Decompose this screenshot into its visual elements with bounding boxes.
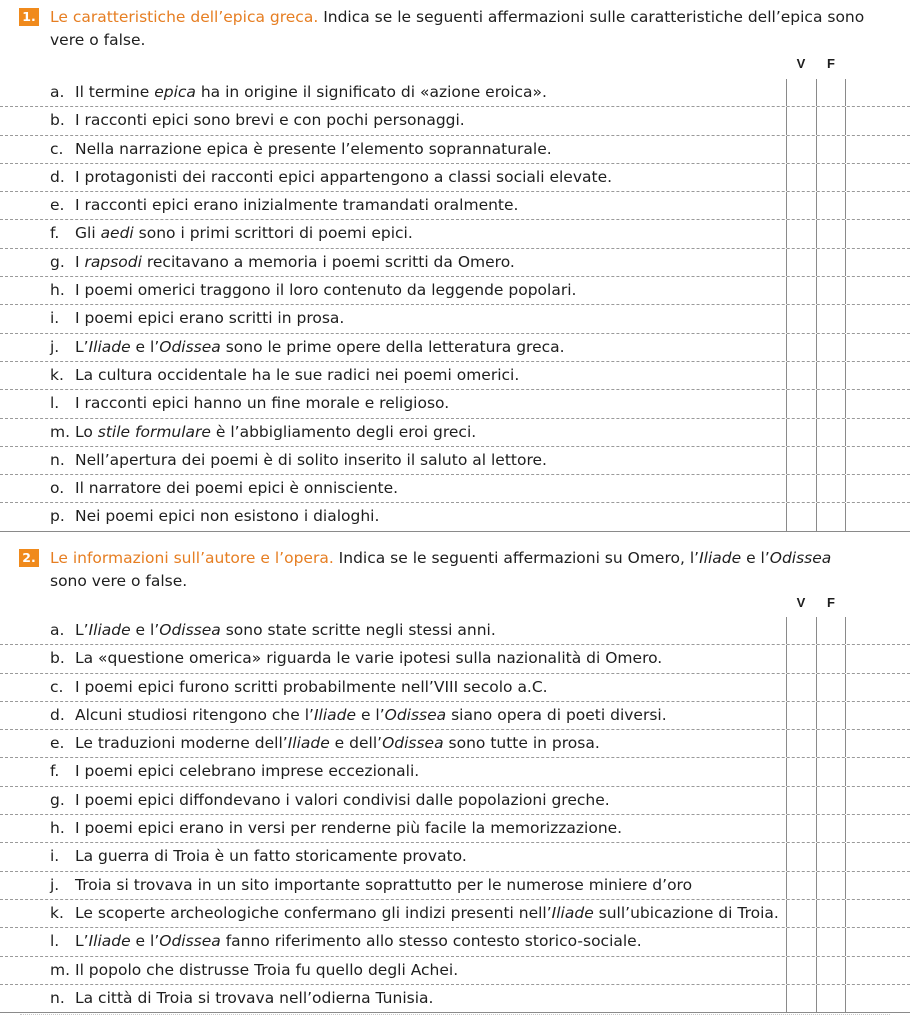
exercise-2-vf-header bbox=[0, 589, 910, 617]
statement-row bbox=[0, 164, 910, 192]
false-checkbox[interactable] bbox=[816, 815, 846, 842]
true-checkbox[interactable] bbox=[786, 475, 816, 502]
statement-row bbox=[0, 107, 910, 135]
false-checkbox[interactable] bbox=[816, 192, 846, 219]
false-checkbox[interactable] bbox=[816, 277, 846, 304]
exercise-2 bbox=[0, 541, 910, 1007]
statement-letter: m. bbox=[50, 422, 71, 441]
statement-letter: i. bbox=[50, 847, 60, 866]
statement-letter: g. bbox=[50, 790, 65, 809]
true-checkbox[interactable] bbox=[786, 503, 816, 530]
statement-text: Troia si trovava in un sito importante soprattutto per le numerose miniere d’oro bbox=[75, 875, 693, 894]
statement-text: Le traduzioni moderne dell’Iliade e dell’Odissea sono tutte in prosa. bbox=[75, 734, 600, 753]
true-checkbox[interactable] bbox=[786, 617, 816, 644]
statement-row bbox=[0, 758, 910, 786]
statement-row bbox=[0, 249, 910, 277]
true-checkbox[interactable] bbox=[786, 220, 816, 247]
true-checkbox[interactable] bbox=[786, 985, 816, 1012]
statement-row bbox=[0, 305, 910, 333]
exercise-1-number: 1. bbox=[19, 8, 39, 26]
statement-letter: e. bbox=[50, 196, 65, 215]
statement-row bbox=[0, 419, 910, 447]
statement-letter: j. bbox=[50, 337, 60, 356]
statement-letter: f. bbox=[50, 224, 60, 243]
exercise-2-title: Le informazioni sull’autore e l’opera. bbox=[50, 549, 334, 567]
statement-letter: b. bbox=[50, 111, 65, 130]
statement-letter: b. bbox=[50, 649, 65, 668]
statement-letter: i. bbox=[50, 309, 60, 328]
statement-row bbox=[0, 617, 910, 645]
statement-text: La cultura occidentale ha le sue radici nei poemi omerici. bbox=[75, 365, 520, 384]
exercise-1-instruction: Indica se le seguenti affermazioni sulle caratteristiche dell’epica sono vere o false. bbox=[50, 8, 865, 49]
true-checkbox[interactable] bbox=[786, 334, 816, 361]
true-checkbox[interactable] bbox=[786, 702, 816, 729]
statement-text: Nella narrazione epica è presente l’elemento soprannaturale. bbox=[75, 139, 552, 158]
exercise-2-number: 2. bbox=[19, 549, 39, 567]
true-checkbox[interactable] bbox=[786, 730, 816, 757]
statement-letter: h. bbox=[50, 281, 65, 300]
false-checkbox[interactable] bbox=[816, 985, 846, 1012]
statement-letter: l. bbox=[50, 394, 60, 413]
statement-row bbox=[0, 674, 910, 702]
exercise-1-title: Le caratteristiche dell’epica greca. bbox=[50, 8, 319, 26]
statement-text: Il termine epica ha in origine il significato di «azione eroica». bbox=[75, 83, 547, 101]
statement-text: I poemi epici erano in versi per renderne più facile la memorizzazione. bbox=[75, 819, 623, 838]
statement-letter: p. bbox=[50, 507, 65, 526]
statement-text: La «questione omerica» riguarda le varie ipotesi sulla nazionalità di Omero. bbox=[75, 649, 663, 668]
false-checkbox[interactable] bbox=[816, 645, 846, 672]
false-checkbox[interactable] bbox=[816, 475, 846, 502]
exercise-2-rows bbox=[0, 617, 910, 1013]
statement-letter: o. bbox=[50, 479, 65, 498]
false-checkbox[interactable] bbox=[816, 79, 846, 106]
true-checkbox[interactable] bbox=[786, 164, 816, 191]
statement-text: I racconti epici sono brevi e con pochi personaggi. bbox=[75, 111, 465, 130]
statement-row bbox=[0, 362, 910, 390]
false-checkbox[interactable] bbox=[816, 362, 846, 389]
false-checkbox[interactable] bbox=[816, 787, 846, 814]
statement-letter: d. bbox=[50, 705, 65, 724]
statement-text: Le scoperte archeologiche confermano gli indizi presenti nell’Iliade sull’ubicazione di Troia. bbox=[75, 903, 779, 922]
statement-letter: k. bbox=[50, 903, 64, 922]
statement-letter: c. bbox=[50, 139, 64, 158]
false-checkbox[interactable] bbox=[816, 730, 846, 757]
false-checkbox[interactable] bbox=[816, 928, 846, 955]
statement-row bbox=[0, 985, 910, 1013]
false-checkbox[interactable] bbox=[816, 503, 846, 530]
true-checkbox[interactable] bbox=[786, 192, 816, 219]
false-checkbox[interactable] bbox=[816, 702, 846, 729]
statement-letter: n. bbox=[50, 988, 65, 1007]
statement-text: I poemi epici erano scritti in prosa. bbox=[75, 309, 345, 328]
true-column-label: V bbox=[796, 56, 806, 71]
statement-text: L’Iliade e l’Odissea fanno riferimento allo stesso contesto storico-sociale. bbox=[75, 932, 642, 951]
true-checkbox[interactable] bbox=[786, 843, 816, 870]
false-checkbox[interactable] bbox=[816, 107, 846, 134]
true-checkbox[interactable] bbox=[786, 419, 816, 446]
statement-letter: c. bbox=[50, 677, 64, 696]
false-checkbox[interactable] bbox=[816, 843, 846, 870]
statement-text: L’Iliade e l’Odissea sono le prime opere della letteratura greca. bbox=[75, 337, 565, 356]
true-checkbox[interactable] bbox=[786, 136, 816, 163]
statement-row bbox=[0, 277, 910, 305]
true-checkbox[interactable] bbox=[786, 900, 816, 927]
statement-letter: a. bbox=[50, 83, 65, 101]
false-checkbox[interactable] bbox=[816, 872, 846, 899]
statement-row bbox=[0, 79, 910, 107]
statement-text: I racconti epici hanno un fine morale e religioso. bbox=[75, 394, 450, 413]
statement-text: La città di Troia si trovava nell’odierna Tunisia. bbox=[75, 988, 434, 1007]
statement-text: I protagonisti dei racconti epici appartengono a classi sociali elevate. bbox=[75, 167, 613, 186]
exercise-2-heading bbox=[0, 547, 910, 593]
statement-row bbox=[0, 220, 910, 248]
false-checkbox[interactable] bbox=[816, 334, 846, 361]
statement-row bbox=[0, 192, 910, 220]
true-checkbox[interactable] bbox=[786, 79, 816, 106]
true-checkbox[interactable] bbox=[786, 872, 816, 899]
statement-letter: k. bbox=[50, 365, 64, 384]
false-checkbox[interactable] bbox=[816, 249, 846, 276]
statement-text: Gli aedi sono i primi scrittori di poemi epici. bbox=[75, 224, 413, 243]
statement-text: Il popolo che distrusse Troia fu quello degli Achei. bbox=[75, 960, 459, 979]
statement-row bbox=[0, 702, 910, 730]
true-checkbox[interactable] bbox=[786, 758, 816, 785]
true-column-label: V bbox=[796, 595, 806, 610]
statement-letter: a. bbox=[50, 621, 65, 639]
exercise-1-heading bbox=[0, 6, 910, 52]
false-checkbox[interactable] bbox=[816, 136, 846, 163]
statement-row bbox=[0, 645, 910, 673]
statement-letter: j. bbox=[50, 875, 60, 894]
true-checkbox[interactable] bbox=[786, 390, 816, 417]
true-checkbox[interactable] bbox=[786, 277, 816, 304]
statement-row bbox=[0, 503, 910, 531]
true-checkbox[interactable] bbox=[786, 447, 816, 474]
false-checkbox[interactable] bbox=[816, 900, 846, 927]
false-checkbox[interactable] bbox=[816, 220, 846, 247]
exercise-1-vf-header bbox=[0, 50, 910, 78]
false-checkbox[interactable] bbox=[816, 305, 846, 332]
statement-row bbox=[0, 390, 910, 418]
statement-letter: m. bbox=[50, 960, 71, 979]
statement-letter: e. bbox=[50, 734, 65, 753]
statement-row bbox=[0, 957, 910, 985]
statement-text: I poemi epici diffondevano i valori condivisi dalle popolazioni greche. bbox=[75, 790, 610, 809]
false-column-label: F bbox=[827, 56, 835, 71]
false-checkbox[interactable] bbox=[816, 957, 846, 984]
exercise-2-instruction: Indica se le seguenti affermazioni su Omero, l’Iliade e l’Odissea sono vere o false. bbox=[50, 549, 832, 590]
statement-letter: g. bbox=[50, 252, 65, 271]
statement-text: Lo stile formulare è l’abbigliamento degli eroi greci. bbox=[75, 422, 477, 441]
statement-row bbox=[0, 136, 910, 164]
statement-row bbox=[0, 787, 910, 815]
true-checkbox[interactable] bbox=[786, 787, 816, 814]
true-checkbox[interactable] bbox=[786, 674, 816, 701]
statement-row bbox=[0, 815, 910, 843]
true-checkbox[interactable] bbox=[786, 815, 816, 842]
statement-text: Nell’apertura dei poemi è di solito inserito il saluto al lettore. bbox=[75, 450, 547, 469]
statement-row bbox=[0, 843, 910, 871]
false-checkbox[interactable] bbox=[816, 674, 846, 701]
true-checkbox[interactable] bbox=[786, 305, 816, 332]
statement-text: Alcuni studiosi ritengono che l’Iliade e l’Odissea siano opera di poeti diversi. bbox=[75, 705, 667, 724]
statement-text: I rapsodi recitavano a memoria i poemi scritti da Omero. bbox=[75, 252, 515, 271]
cut-off-next-line bbox=[20, 1014, 890, 1019]
statement-text: I poemi epici celebrano imprese eccezionali. bbox=[75, 762, 420, 781]
statement-letter: l. bbox=[50, 932, 60, 951]
statement-letter: n. bbox=[50, 450, 65, 469]
false-checkbox[interactable] bbox=[816, 617, 846, 644]
exercise-1-rows bbox=[0, 79, 910, 532]
statement-letter: h. bbox=[50, 819, 65, 838]
statement-text: Il narratore dei poemi epici è onnisciente. bbox=[75, 479, 399, 498]
statement-letter: f. bbox=[50, 762, 60, 781]
false-checkbox[interactable] bbox=[816, 447, 846, 474]
true-checkbox[interactable] bbox=[786, 362, 816, 389]
statement-row bbox=[0, 334, 910, 362]
statement-text: I poemi epici furono scritti probabilmente nell’VIII secolo a.C. bbox=[75, 677, 548, 696]
false-checkbox[interactable] bbox=[816, 758, 846, 785]
statement-row bbox=[0, 475, 910, 503]
true-checkbox[interactable] bbox=[786, 249, 816, 276]
statement-row bbox=[0, 900, 910, 928]
statement-row bbox=[0, 447, 910, 475]
statement-letter: d. bbox=[50, 167, 65, 186]
false-checkbox[interactable] bbox=[816, 390, 846, 417]
statement-text: La guerra di Troia è un fatto storicamente provato. bbox=[75, 847, 467, 866]
true-checkbox[interactable] bbox=[786, 107, 816, 134]
true-checkbox[interactable] bbox=[786, 928, 816, 955]
false-checkbox[interactable] bbox=[816, 164, 846, 191]
statement-text: I poemi omerici traggono il loro contenuto da leggende popolari. bbox=[75, 281, 577, 300]
statement-row bbox=[0, 872, 910, 900]
true-checkbox[interactable] bbox=[786, 957, 816, 984]
false-column-label: F bbox=[827, 595, 835, 610]
statement-row bbox=[0, 730, 910, 758]
statement-text: I racconti epici erano inizialmente tramandati oralmente. bbox=[75, 196, 519, 215]
statement-text: Nei poemi epici non esistono i dialoghi. bbox=[75, 507, 380, 526]
true-checkbox[interactable] bbox=[786, 645, 816, 672]
statement-row bbox=[0, 928, 910, 956]
statement-text: L’Iliade e l’Odissea sono state scritte negli stessi anni. bbox=[75, 621, 496, 639]
false-checkbox[interactable] bbox=[816, 419, 846, 446]
